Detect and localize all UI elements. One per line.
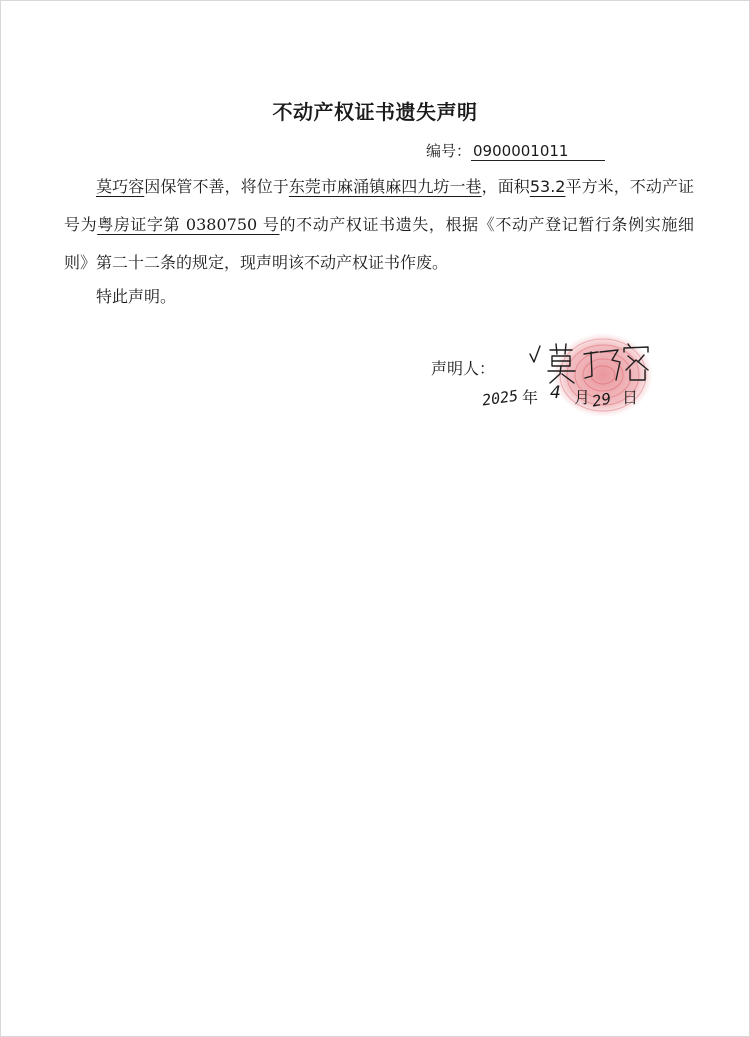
serial-value: 0900001011	[471, 142, 605, 161]
date-year-unit: 年	[522, 388, 539, 407]
serial-label: 编号：	[426, 142, 472, 160]
date-day: 29	[590, 389, 613, 411]
certificate-number: 粤房证字第 0380750 号	[97, 215, 280, 234]
date-month: 4	[550, 383, 561, 403]
declaration-date	[482, 381, 662, 421]
declarant-label: 声明人：	[431, 359, 496, 378]
paragraph-text-1: 因保管不善，将位于	[144, 177, 289, 196]
property-address: 东莞市麻涌镇麻四九坊一巷	[288, 177, 482, 196]
date-year: 2025	[480, 386, 520, 410]
serial-number	[426, 140, 605, 161]
paragraph-text-2: ，面积	[481, 177, 530, 196]
handwritten-signature	[528, 336, 658, 386]
property-area: 53.2	[529, 177, 566, 196]
date-day-unit: 日	[622, 388, 639, 407]
declaration-paragraph	[64, 168, 694, 282]
paragraph-text-3: 平方米，不动产证号为	[64, 177, 694, 234]
owner-name: 莫巧容	[96, 177, 145, 196]
paragraph-text-4: 的不动产权证书遗失，根据《不动产登记暂行条例实施细则》第二十二条的规定，现声明该不动产权证书作废。	[64, 215, 694, 272]
document-title: 不动产权证书遗失声明	[272, 100, 478, 124]
closing-statement: 特此声明。	[96, 287, 177, 306]
date-month-unit: 月	[574, 388, 591, 407]
